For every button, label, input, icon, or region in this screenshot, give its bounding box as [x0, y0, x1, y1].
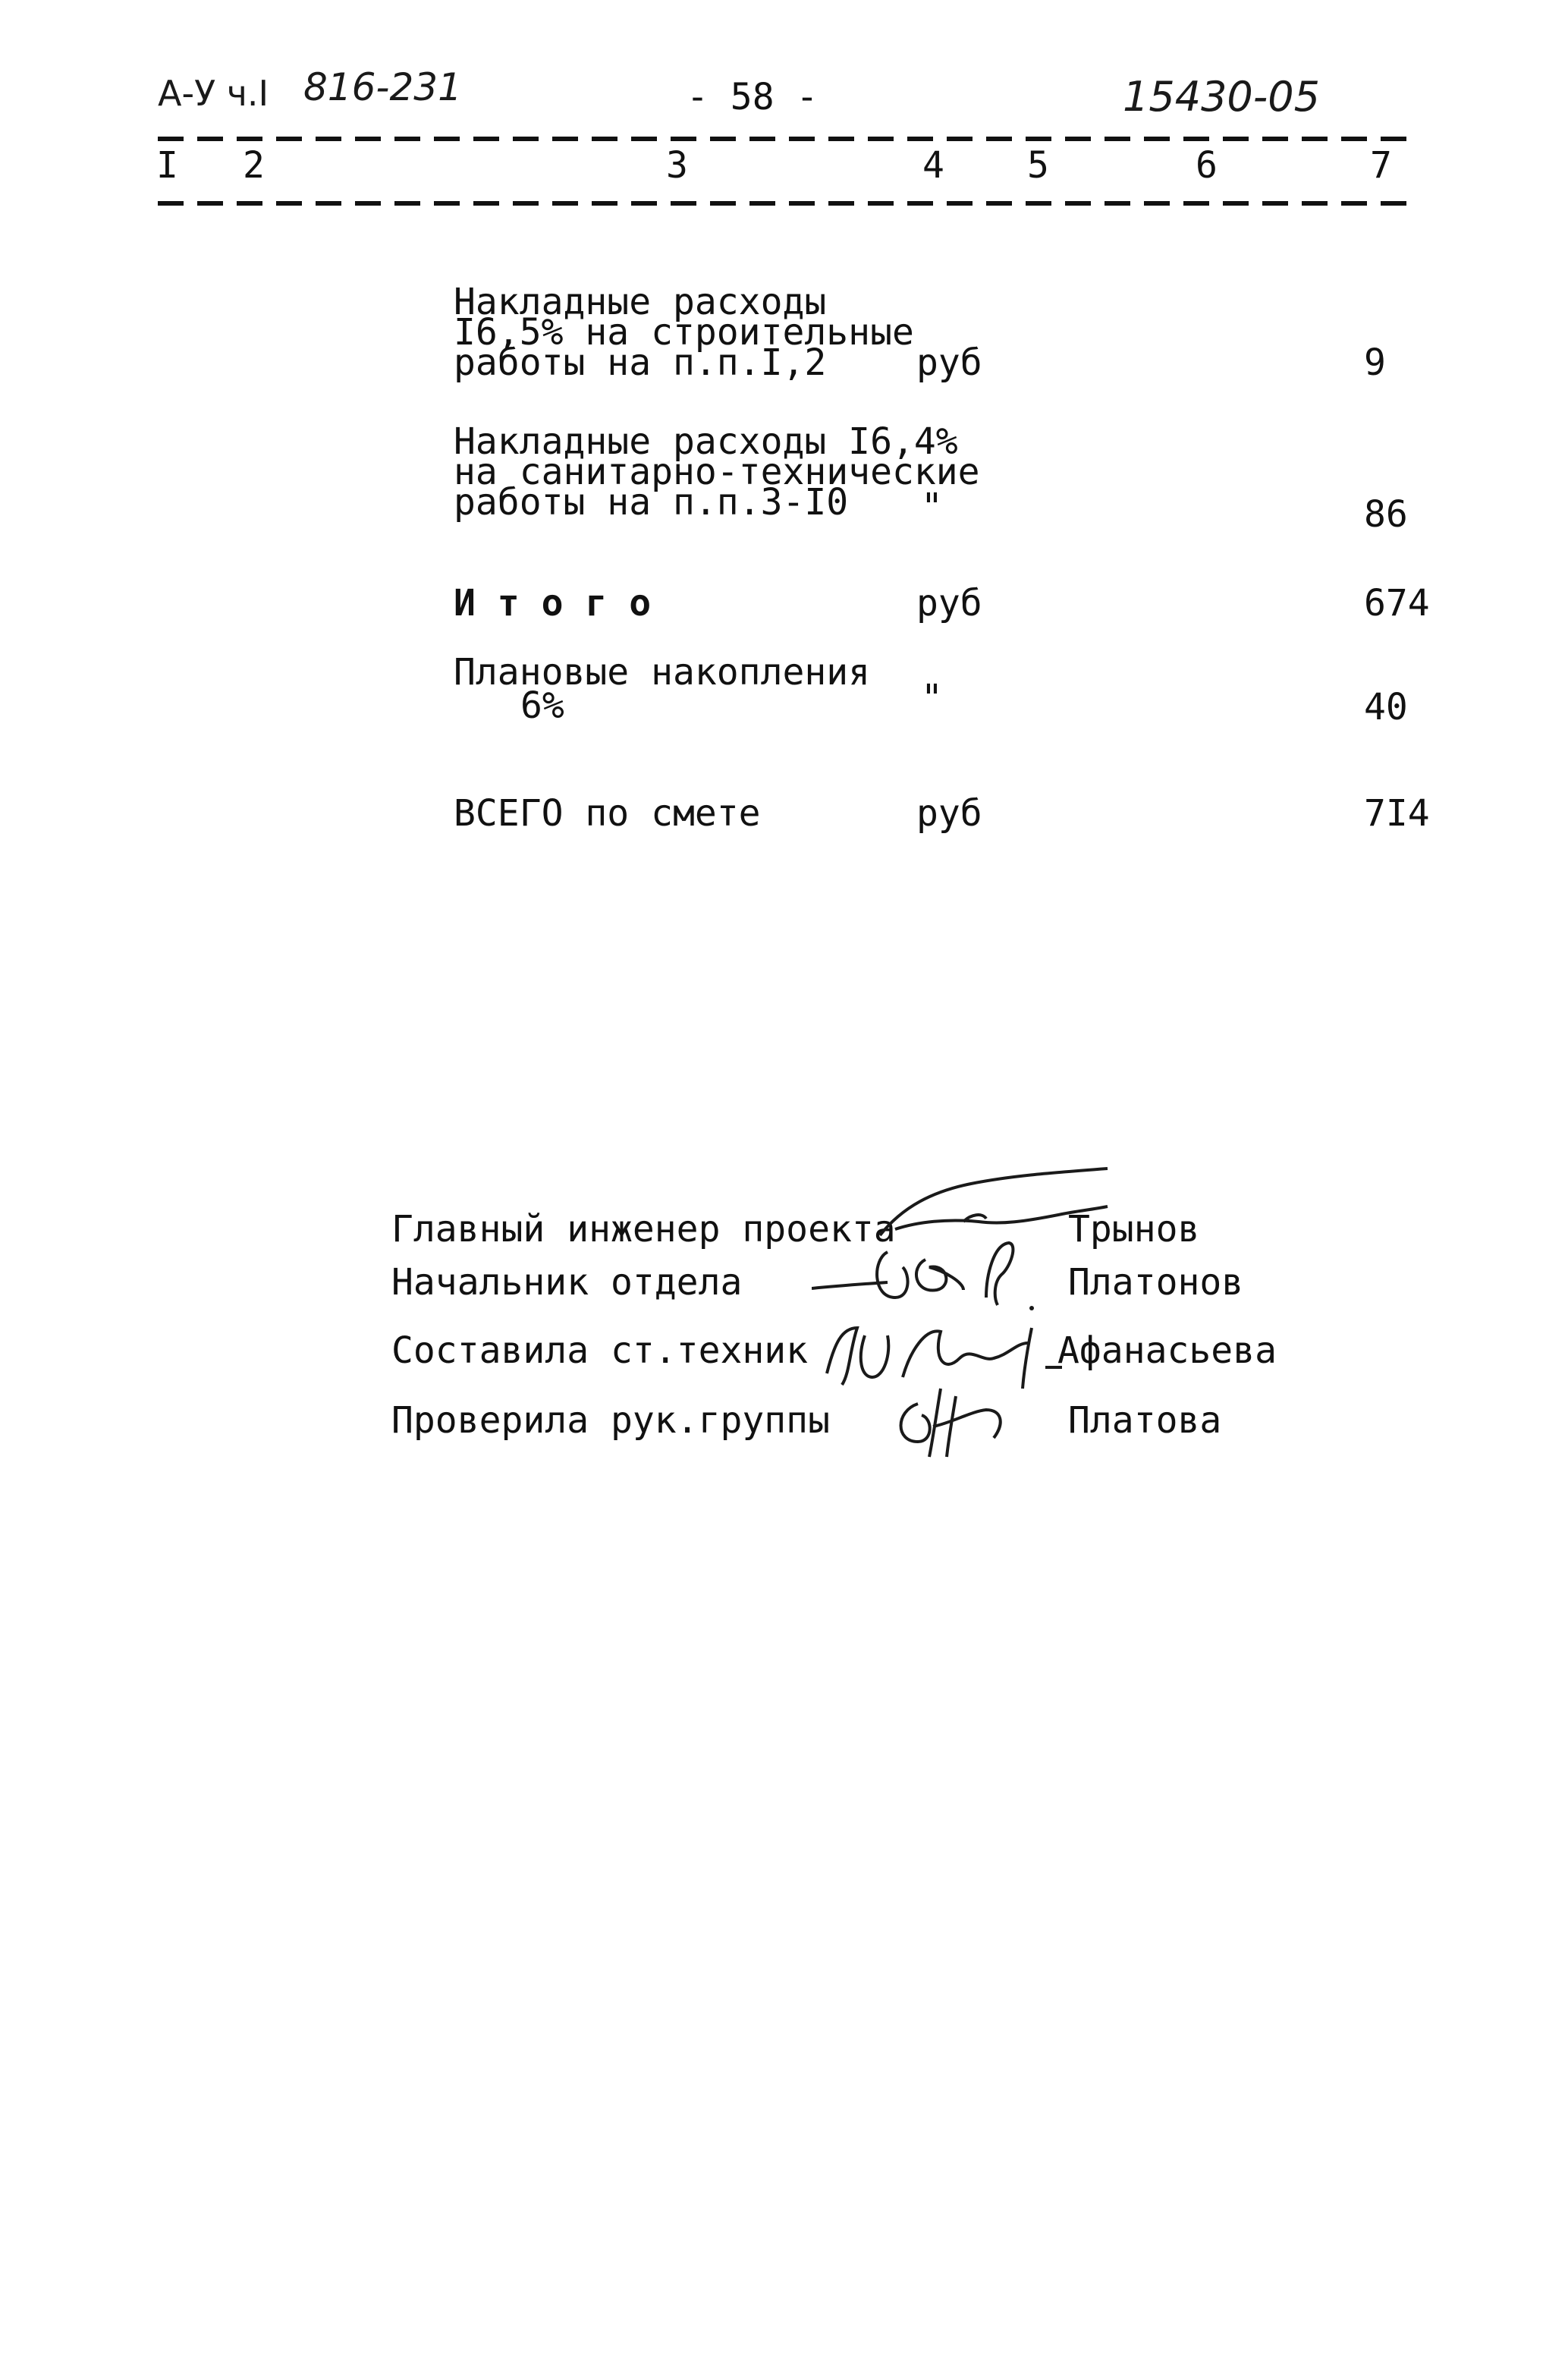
row-overhead-construction-description	[454, 281, 914, 384]
column-header-6: 6	[1196, 144, 1218, 187]
description-line: I6,5% на строительные	[454, 311, 914, 354]
row-overhead-construction-value: 9	[1364, 341, 1386, 384]
column-header-7: 7	[1370, 144, 1392, 187]
column-header-1: I	[156, 144, 178, 187]
page-number: - 58 -	[687, 76, 819, 118]
column-header-3: 3	[666, 144, 688, 187]
signature-name-checked-by: Платова	[1068, 1399, 1222, 1442]
description-line: работы на п.п.3-I0	[454, 481, 849, 524]
row-planned-savings-value: 40	[1364, 686, 1408, 728]
row-planned-savings-unit: "	[921, 677, 943, 719]
row-grand-total-description: ВСЕГО по смете	[454, 792, 761, 835]
header-top-rule	[158, 137, 1409, 141]
series-label: А-У ч.I	[158, 73, 269, 114]
row-overhead-sanitary-description	[454, 420, 980, 524]
description-line: на санитарно-технические	[454, 451, 980, 493]
document-code: 15430-05	[1123, 73, 1320, 121]
row-overhead-sanitary-unit: "	[921, 486, 943, 528]
signature-name-department-head: Платонов	[1068, 1261, 1244, 1304]
row-subtotal-value: 674	[1364, 582, 1430, 624]
row-overhead-construction-unit: руб	[916, 341, 982, 384]
signature-name-chief-engineer: Трынов	[1068, 1208, 1200, 1250]
description-line: Накладные расходы I6,4%	[454, 420, 958, 463]
column-header-4: 4	[922, 144, 944, 187]
description-line: работы на п.п.I,2	[454, 341, 827, 384]
column-header-2: 2	[243, 144, 265, 187]
row-grand-total-unit: руб	[916, 792, 982, 835]
row-subtotal-description: И т о г о	[454, 582, 652, 624]
signature-position-department-head: Начальник отдела	[391, 1261, 743, 1304]
signature-name-compiled-by: Афанасьева	[1057, 1329, 1277, 1372]
row-planned-savings-line-2: 6%	[520, 684, 564, 727]
doc-number: 816-231	[303, 65, 462, 109]
row-overhead-sanitary-value: 86	[1364, 493, 1408, 536]
signature-position-chief-engineer: Главный инженер проекта	[391, 1208, 896, 1250]
signature-position-checked-by: Проверила рук.группы	[391, 1399, 830, 1442]
row-grand-total-value: 7I4	[1364, 792, 1430, 835]
row-planned-savings-line-1: Плановые накопления	[454, 651, 871, 694]
signature-department-head	[812, 1229, 1062, 1320]
row-subtotal-unit: руб	[916, 582, 982, 624]
column-header-5: 5	[1027, 144, 1049, 187]
signature-position-compiled-by: Составила ст.техник	[391, 1329, 809, 1372]
description-line: Накладные расходы	[454, 281, 827, 323]
header-bottom-rule	[158, 201, 1409, 206]
signature-checked-by	[888, 1381, 1024, 1464]
